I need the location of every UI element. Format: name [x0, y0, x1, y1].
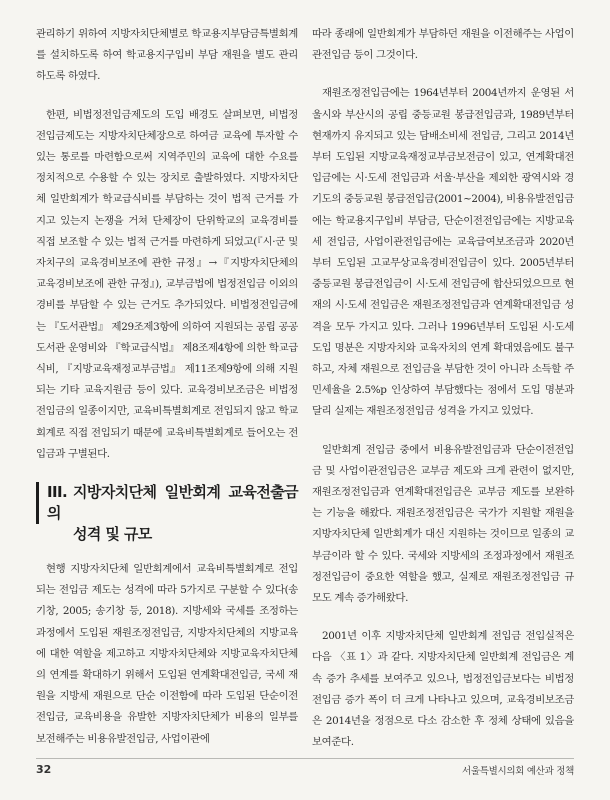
page-footer — [36, 758, 574, 777]
section-heading — [36, 482, 298, 545]
paragraph: 한편, 비법정전입금제도의 도입 배경도 살펴보면, 비법정전입금제도는 지방자치단체장으로 하여금 교육에 투자할 수 있는 통로를 마련함으로써 지역주민의 교육에 대한 수요를 정치적으로 수용할 수 있는 장치로 출발하였다. 지방자치단체 일반회계가 학교급식비를 부담하는 것이 법적 근거를 가지고 있는지 논쟁을 거쳐 단체장이 단위학교의 교육경비를 직접 보조할 수 있는 법적 근거를 마련하게 되었고(『시·군 및 자치구의 교육경비보조에 관한 규정』→『지방자치단체의 교육경비보조에 관한 규정』), 교부금법에 법정전입금 이외의 경비를 부담할 수 있는 근거도 추가되었다. 비법정전입금에는 『도서관법』 제29조제3항에 의하여 지원되는 공립 공공도서관 운영비와 『학교급식법』 제8조제4항에 의한 학교급식비, 『지방교육재정교부금법』 제11조제9항에 의해 지원되는 기타 교육지원금 등이 있다. 교육경비보조금은 비법정전입금의 일종이지만, 교육비특별회계로 전입되지 않고 학교회계로 직접 전입되기 때문에 교육비특별회계로 들어오는 전입금과 구별된다. — [36, 108, 298, 460]
left-column — [36, 24, 298, 767]
paragraph: 재원조정전입금에는 1964년부터 2004년까지 운영된 서울시와 부산시의 공립 중등교원 봉급전입금과, 1989년부터 현재까지 유지되고 있는 담배소비세 전입금, 그리고 2014년부터 도입된 지방교육재정교부금보전금이 있고, 연계확대전입금에는 시·도세 전입금과 서울·부산을 제외한 광역시와 경기도의 중등교원 봉급전입금(2001~2004), 비용유발전입금에는 학교용지구입비 부담금, 단순이전전입금에는 지방교육세 전입금, 사업이관전입금에는 교육급여보조금과 2020년부터 도입된 고교무상교육경비전입금이 있다. 2005년부터 중등교원 봉급전입금이 시·도세 전입금에 합산되었으므로 현재의 시·도세 전입금은 재원조정전입금과 연계확대전입금 성격을 모두 가지고 있다. 그러나 1996년부터 도입된 시·도세 도입 명분은 지방자치와 교육자치의 연계 확대였음에도 불구하고, 자체 재원으로 전입금을 부담한 것이 아니라 소득할 주민세율을 2.5%p 인상하여 부담했다는 점에서 도입 명분과 달리 실제는 재원조정전입금 성격을 가지고 있었다. — [312, 87, 574, 418]
heading-number: III. — [47, 483, 68, 502]
page-number: 32 — [36, 763, 52, 776]
paragraph: 현행 지방자치단체 일반회계에서 교육비특별회계로 전입되는 전입금 제도는 성격에 따라 5가지로 구분할 수 있다(송기창, 2005; 송기창 등, 2018). 지방세와 국세를 조정하는 과정에서 도입된 재원조정전입금, 지방자치단체의 지방교육에 대한 역할을 제고하고 지방자치단체와 지방교육자치단체의 연계를 확대하기 위해서 도입된 연계확대전입금, 국세 재원을 지방세 재원으로 단순 이전함에 따라 도입된 단순이전전입금, 교육비용을 유발한 지방자치단체가 비용의 일부를 보전해주는 비용유발전입금, 사업이관에 — [36, 563, 298, 745]
publication-title: 서울특별시의회 예산과 정책 — [462, 766, 574, 777]
paragraph: 일반회계 전입금 중에서 비용유발전입금과 단순이전전입금 및 사업이관전입금은 교부금 제도와 크게 관련이 없지만, 재원조정전입금과 연계확대전입금은 교부금 제도를 보완하는 기능을 해왔다. 재원조정전입금은 국가가 지원할 재원을 지방자치단체 일반회계가 대신 지원하는 것이므로 일종의 교부금이라 할 수 있다. 국세와 지방세의 조정과정에서 재원조정전입금이 중요한 역할을 했고, 실제로 재원조정전입금 규모도 계속 증가해왔다. — [312, 443, 574, 605]
heading-bar — [36, 482, 39, 524]
right-column — [312, 24, 574, 771]
paragraph: 2001년 이후 지방자치단체 일반회계 전입금 전입실적은 다음 〈표 1〉과 같다. 지방자치단체 일반회계 전입금은 계속 증가 추세를 보여주고 있으나, 법정전입금보다는 비법정전입금 증가 폭이 더 크게 나타나고 있으며, 교육경비보조금은 2014년을 정점으로 다소 감소한 후 정체 상태에 있음을 보여준다. — [312, 630, 574, 749]
heading-line-1: 지방자치단체 일반회계 교육전출금의 — [47, 483, 298, 523]
paragraph: 따라 종래에 일반회계가 부담하던 재원을 이전해주는 사업이관전입금 등이 그것이다. — [312, 28, 574, 62]
heading-line-2: 성격 및 규모 — [73, 525, 152, 544]
paragraph: 관리하기 위하여 지방자치단체별로 학교용지부담금특별회계를 설치하도록 하여 학교용지구입비 부담 재원을 별도 관리하도록 하였다. — [36, 28, 298, 83]
